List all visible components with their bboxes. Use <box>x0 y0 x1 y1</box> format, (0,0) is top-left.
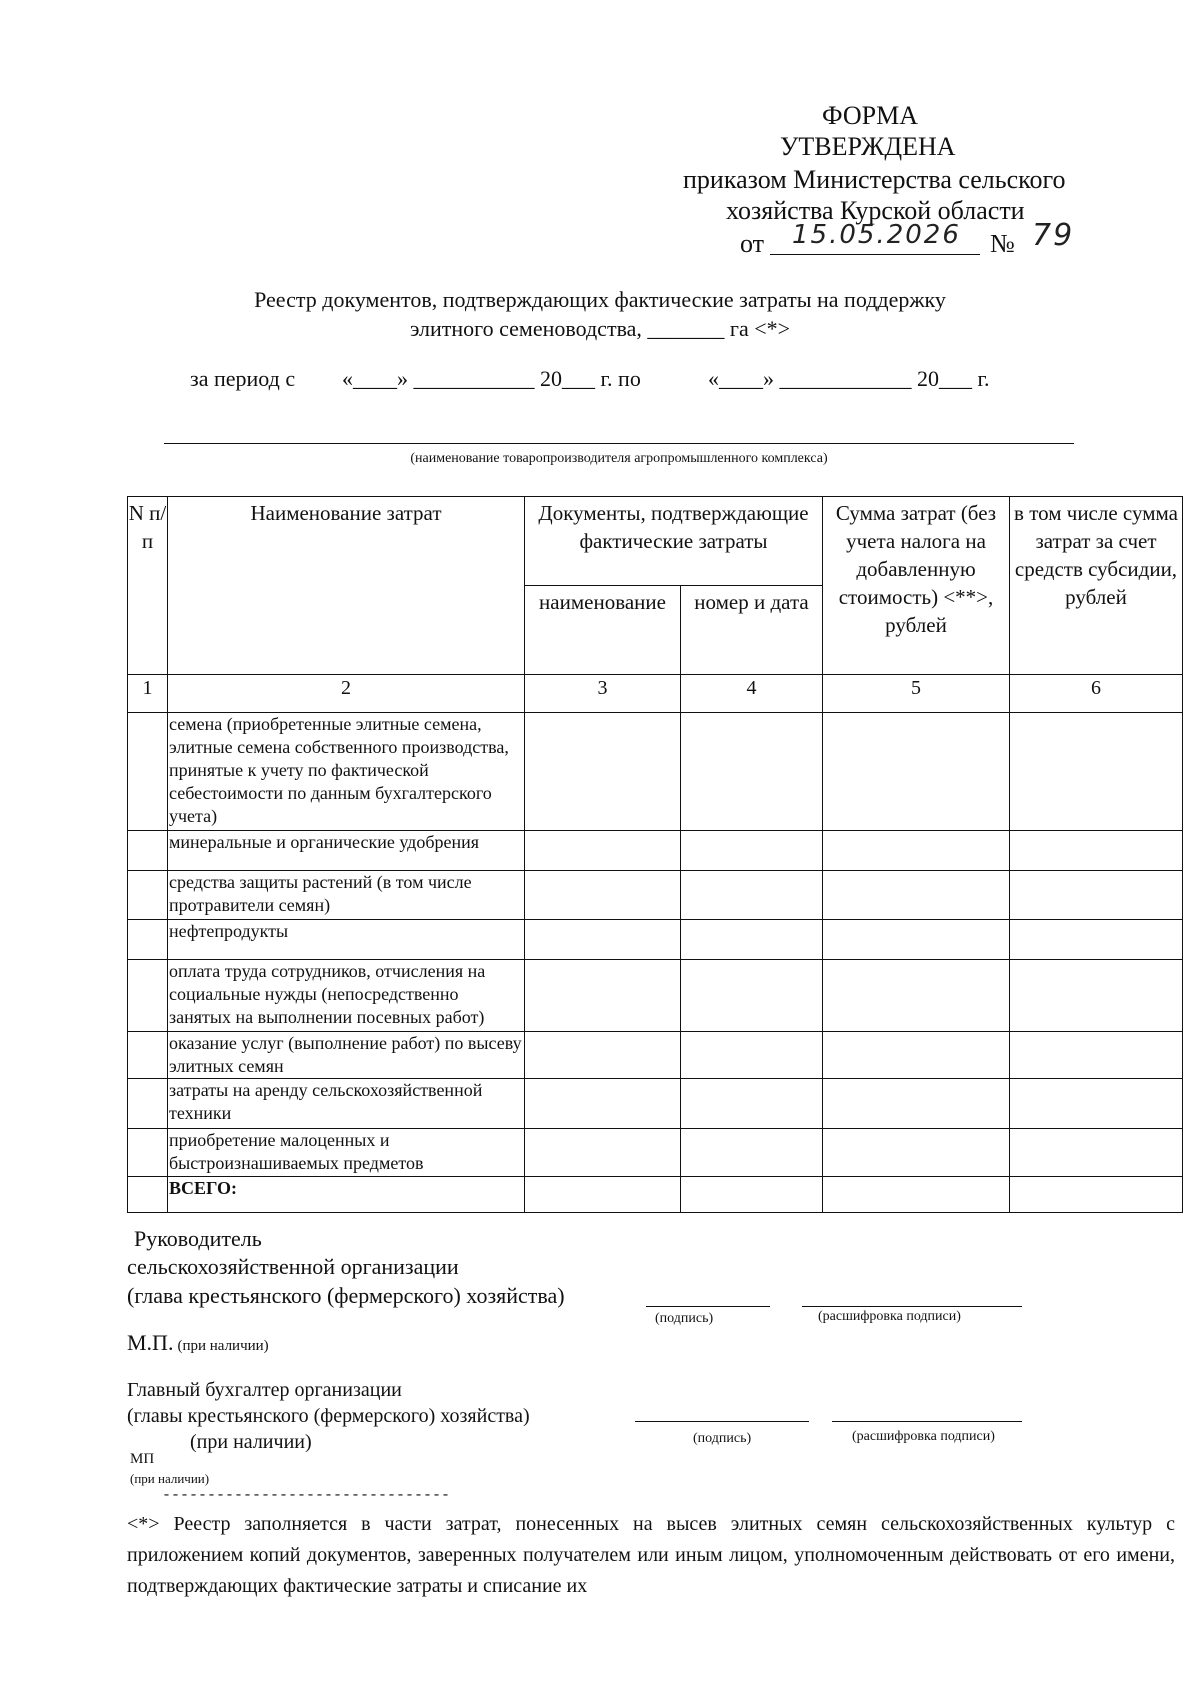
table-row <box>128 713 1183 831</box>
date-underline <box>770 254 980 255</box>
cell-subsidy[interactable] <box>1010 713 1183 831</box>
stamp2-label: МП <box>130 1451 155 1467</box>
table-row <box>128 1129 1183 1177</box>
row-label: семена (приобретенные элитные семена, элитные семена собственного производства, принятые к учету по фактической себестоимости по данным бухгалтерского учета) <box>168 713 525 831</box>
period-to: «____» ____________ 20___ г. <box>708 366 990 391</box>
accountant-title-line2: (главы крестьянского (фермерского) хозяйства) <box>127 1405 530 1427</box>
cell-subsidy[interactable] <box>1010 960 1183 1032</box>
table-row <box>128 920 1183 960</box>
cell-number[interactable] <box>128 1032 168 1079</box>
cell-doc-name[interactable] <box>525 831 681 871</box>
cell-number[interactable] <box>128 1079 168 1129</box>
cell-doc-number[interactable] <box>681 1177 823 1213</box>
cell-doc-name[interactable] <box>525 1079 681 1129</box>
header-sum: Сумма затрат (без учета налога на добавленную стоимость) <**>, рублей <box>823 497 1010 675</box>
head-decoding-caption: (расшифровка подписи) <box>818 1309 961 1324</box>
column-number: 5 <box>823 675 1010 713</box>
column-number: 2 <box>168 675 525 713</box>
cell-number[interactable] <box>128 960 168 1032</box>
head-title-line2: сельскохозяйственной организации <box>127 1254 459 1279</box>
cell-subsidy[interactable] <box>1010 920 1183 960</box>
stamp-label: М.П. <box>127 1330 174 1355</box>
cell-subsidy[interactable] <box>1010 831 1183 871</box>
head-title-line1: Руководитель <box>134 1226 262 1251</box>
cell-doc-number[interactable] <box>681 1079 823 1129</box>
document-title-line1: Реестр документов, подтверждающих фактические затраты на поддержку <box>254 287 946 312</box>
cell-sum[interactable] <box>823 1079 1010 1129</box>
cell-doc-name[interactable] <box>525 1129 681 1177</box>
accountant-signature-line[interactable] <box>635 1421 809 1422</box>
row-label: нефтепродукты <box>168 920 525 960</box>
approval-line-approved: УТВЕРЖДЕНА <box>780 132 956 161</box>
header-doc-name: наименование <box>525 586 681 675</box>
cell-doc-name[interactable] <box>525 960 681 1032</box>
cell-number[interactable] <box>128 713 168 831</box>
cell-doc-number[interactable] <box>681 831 823 871</box>
cell-doc-number[interactable] <box>681 1129 823 1177</box>
cell-doc-name[interactable] <box>525 920 681 960</box>
header-number: N п/п <box>128 497 168 675</box>
period-from: «____» ___________ 20___ г. по <box>342 366 641 391</box>
footnote-text: <*> Реестр заполняется в части затрат, понесенных на высев элитных семян сельскохозяйственных культур с приложением копий документов, заверенных получателем или иным лицом, уполномоченным действовать от его имени, подтверждающих фактические затраты и списание их <box>127 1513 1175 1597</box>
accountant-title-line3: (при наличии) <box>190 1431 312 1453</box>
stamp-note: (при наличии) <box>177 1338 269 1354</box>
approval-line-ministry: хозяйства Курской области <box>726 196 1025 225</box>
date-prefix: от <box>740 229 765 258</box>
cell-doc-number[interactable] <box>681 960 823 1032</box>
row-label: приобретение малоценных и быстроизнашиваемых предметов <box>168 1129 525 1177</box>
producer-caption: (наименование товаропроизводителя агропромышленного комплекса) <box>410 451 828 466</box>
cell-number[interactable] <box>128 1129 168 1177</box>
cell-doc-number[interactable] <box>681 920 823 960</box>
table-total-row <box>128 1177 1183 1213</box>
cell-sum[interactable] <box>823 1129 1010 1177</box>
total-label: ВСЕГО: <box>168 1177 525 1213</box>
table-row <box>128 871 1183 920</box>
handwritten-number: 79 <box>1032 218 1075 253</box>
cell-doc-number[interactable] <box>681 871 823 920</box>
stamp2-note: (при наличии) <box>130 1471 210 1486</box>
head-decoding-line[interactable] <box>802 1306 1022 1307</box>
row-label: минеральные и органические удобрения <box>168 831 525 871</box>
approval-date-line <box>740 220 1080 262</box>
row-label: оплата труда сотрудников, отчисления на социальные нужды (непосредственно занятых на выполнении посевных работ) <box>168 960 525 1032</box>
column-number: 1 <box>128 675 168 713</box>
header-doc-number-date: номер и дата <box>681 586 823 675</box>
cell-subsidy[interactable] <box>1010 1079 1183 1129</box>
column-number: 6 <box>1010 675 1183 713</box>
head-signature-line[interactable] <box>646 1306 770 1307</box>
registry-table <box>127 496 1183 1213</box>
cell-doc-name[interactable] <box>525 1032 681 1079</box>
column-number: 4 <box>681 675 823 713</box>
cell-subsidy[interactable] <box>1010 1032 1183 1079</box>
header-subsidy: в том числе сумма затрат за счет средств субсидии, рублей <box>1010 497 1183 675</box>
header-documents: Документы, подтверждающие фактические затраты <box>525 497 823 586</box>
accountant-decoding-caption: (расшифровка подписи) <box>852 1429 995 1444</box>
accountant-signature-caption: (подпись) <box>693 1431 752 1446</box>
cell-doc-name[interactable] <box>525 713 681 831</box>
cell-number[interactable] <box>128 1177 168 1213</box>
stamp-place <box>127 1330 269 1356</box>
accountant-decoding-line[interactable] <box>832 1421 1022 1422</box>
cell-sum[interactable] <box>823 831 1010 871</box>
row-label: затраты на аренду сельскохозяйственной техники <box>168 1079 525 1129</box>
number-prefix: № <box>990 229 1015 258</box>
table-row <box>128 1032 1183 1079</box>
header-cost-name: Наименование затрат <box>168 497 525 675</box>
head-signature-caption: (подпись) <box>655 1311 714 1326</box>
cell-doc-name[interactable] <box>525 1177 681 1213</box>
cell-sum[interactable] <box>823 871 1010 920</box>
column-number: 3 <box>525 675 681 713</box>
table-row <box>128 960 1183 1032</box>
table-row <box>128 831 1183 871</box>
table-row <box>128 1079 1183 1129</box>
column-numbers-row <box>128 675 1183 713</box>
cell-subsidy[interactable] <box>1010 871 1183 920</box>
head-title-line3: (глава крестьянского (фермерского) хозяйства) <box>127 1283 565 1308</box>
row-label: средства защиты растений (в том числе протравители семян) <box>168 871 525 920</box>
accountant-title-line1: Главный бухгалтер организации <box>127 1379 402 1401</box>
cell-doc-name[interactable] <box>525 871 681 920</box>
producer-name-line <box>164 443 1074 444</box>
handwritten-date: 15.05.2026 <box>792 220 961 250</box>
cell-sum[interactable] <box>823 920 1010 960</box>
cell-number[interactable] <box>128 920 168 960</box>
cell-sum[interactable] <box>823 1177 1010 1213</box>
cell-number[interactable] <box>128 871 168 920</box>
cell-subsidy[interactable] <box>1010 1129 1183 1177</box>
footnote-separator: -------------------------------- <box>162 1487 451 1504</box>
table-header-row <box>128 497 1183 586</box>
row-label: оказание услуг (выполнение работ) по высеву элитных семян <box>168 1032 525 1079</box>
cell-doc-number[interactable] <box>681 713 823 831</box>
cell-number[interactable] <box>128 831 168 871</box>
cell-sum[interactable] <box>823 1032 1010 1079</box>
cell-sum[interactable] <box>823 713 1010 831</box>
cell-subsidy[interactable] <box>1010 1177 1183 1213</box>
approval-line-order: приказом Министерства сельского <box>683 165 1066 194</box>
period-label: за период с <box>190 366 296 391</box>
document-title-line2: элитного семеноводства, _______ га <*> <box>409 316 791 341</box>
cell-doc-number[interactable] <box>681 1032 823 1079</box>
cell-sum[interactable] <box>823 960 1010 1032</box>
approval-line-forma: ФОРМА <box>822 101 918 130</box>
